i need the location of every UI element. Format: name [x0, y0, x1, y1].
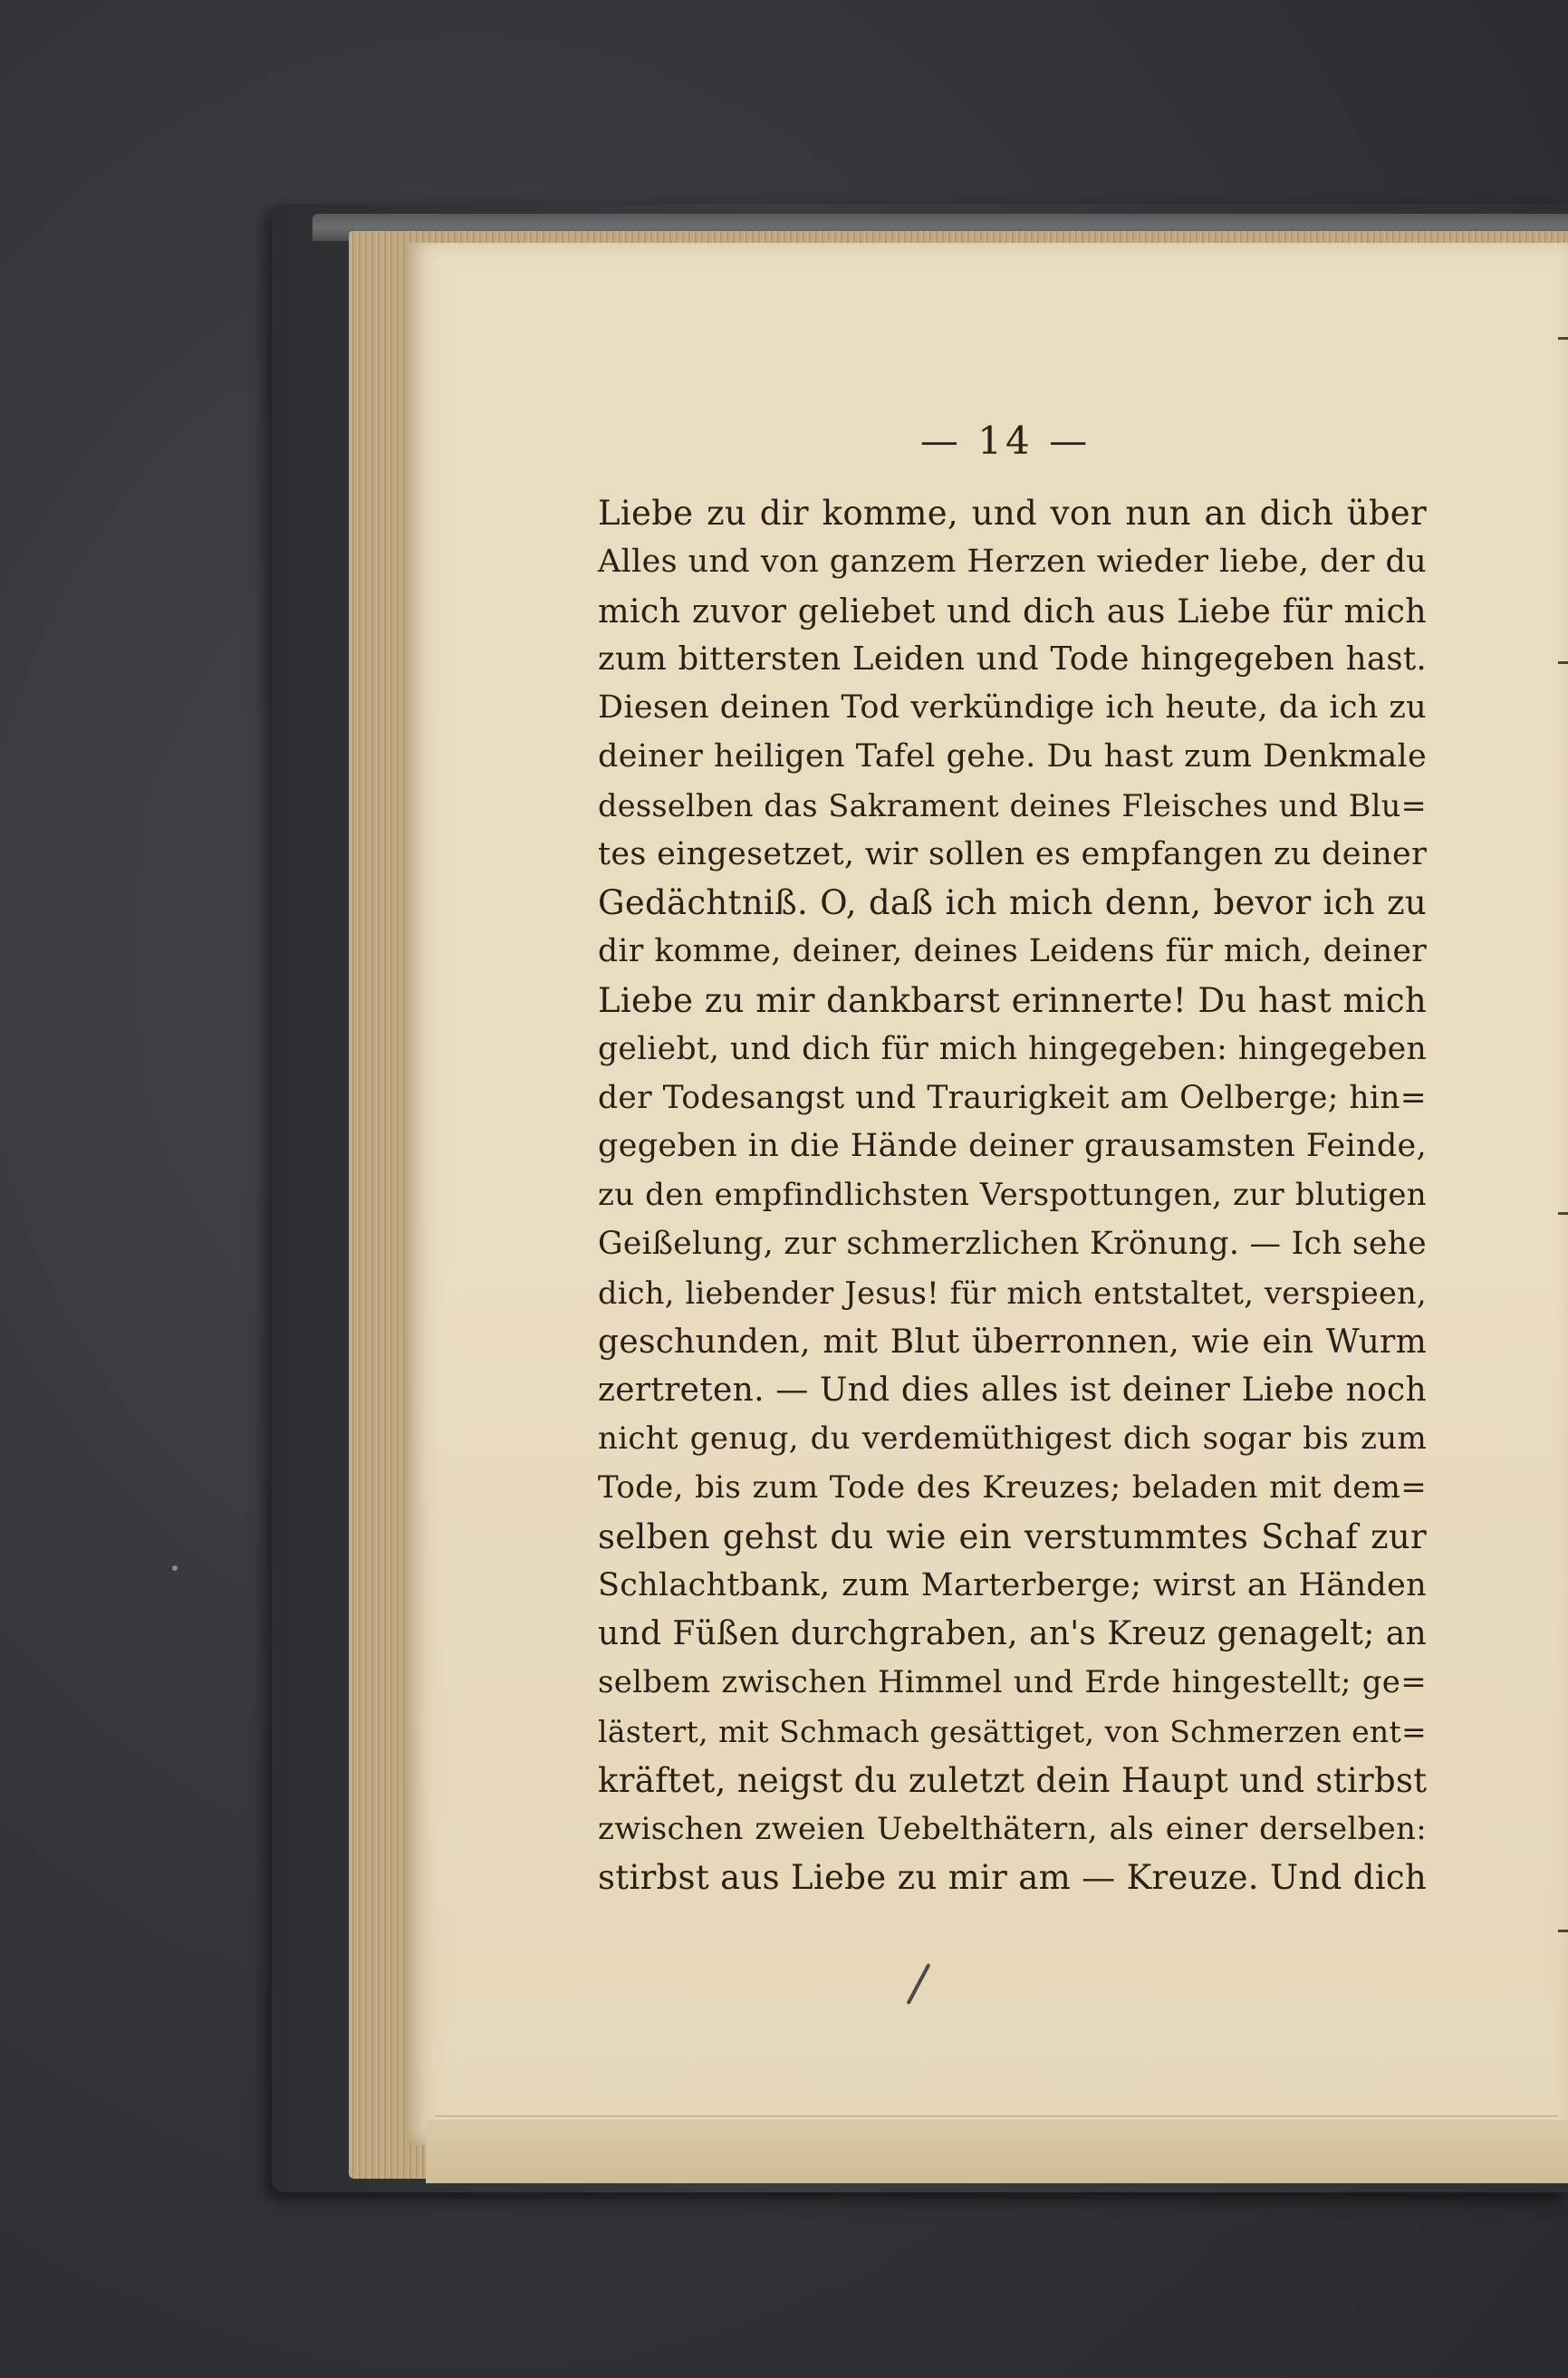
edge-tick [1558, 661, 1568, 664]
page-number: — 14 — [919, 419, 1092, 463]
text-line: zu den empfindlichsten Verspottungen, zur blutigen [598, 1177, 1427, 1214]
dust-speck [172, 1565, 178, 1571]
edge-tick [1558, 1212, 1568, 1215]
text-line: selben gehst du wie ein verstummtes Schaf zur [598, 1516, 1427, 1556]
text-line: gegeben in die Hände deiner grausamsten Feinde, [598, 1128, 1427, 1165]
text-line: deiner heiligen Tafel gehe. Du hast zum Denkmale [598, 737, 1427, 775]
text-line: geschunden, mit Blut überronnen, wie ein Wurm [598, 1323, 1427, 1361]
text-line: dir komme, deiner, deines Leidens für mich, deiner [598, 933, 1427, 970]
text-line: Gedächtniß. O, daß ich mich denn, bevor ich zu [598, 883, 1427, 923]
text-line: Alles und von ganzem Herzen wieder liebe, der du [598, 543, 1427, 580]
text-line: Schlachtbank, zum Marterberge; wirst an Händen [598, 1566, 1427, 1603]
text-line: Liebe zu dir komme, und von nun an dich über [598, 494, 1427, 533]
edge-tick [1558, 337, 1568, 340]
text-line: desselben das Sakrament deines Fleisches und Blu= [598, 787, 1427, 823]
page-bottom-margin [426, 2120, 1568, 2183]
edge-tick [1558, 1930, 1568, 1932]
page-fold-line [435, 2115, 1558, 2117]
body-text [598, 489, 1427, 1902]
text-line: tes eingesetzet, wir sollen es empfangen zu deiner [598, 835, 1428, 872]
text-line: nicht genug, du verdemüthigest dich sogar bis zum [598, 1420, 1427, 1458]
text-line: zum bittersten Leiden und Tode hingegeben hast. [598, 640, 1427, 679]
text-line: und Füßen durchgraben, an's Kreuz genagelt; an [598, 1615, 1427, 1653]
text-line: zwischen zweien Uebelthätern, als einer derselben: [598, 1810, 1427, 1847]
text-line: zertreten. — Und dies alles ist deiner Liebe noch [598, 1372, 1427, 1410]
text-line: lästert, mit Schmach gesättiget, von Schmerzen ent= [598, 1713, 1427, 1749]
text-line: Tode, bis zum Tode des Kreuzes; beladen mit dem= [598, 1468, 1427, 1506]
text-line: geliebt, und dich für mich hingegeben: hingegeben [598, 1030, 1427, 1067]
text-line: dich, liebender Jesus! für mich entstaltet, verspieen, [598, 1275, 1427, 1311]
text-line: mich zuvor geliebet und dich aus Liebe für mich [598, 591, 1427, 631]
text-line: Geißelung, zur schmerzlichen Krönung. — Ich sehe [598, 1225, 1427, 1262]
text-line: Liebe zu mir dankbarst erinnerte! Du hast mich [598, 980, 1427, 1020]
text-line: Diesen deinen Tod verkündige ich heute, da ich zu [598, 689, 1427, 727]
text-line: kräftet, neigst du zuletzt dein Haupt und stirbst [598, 1760, 1428, 1800]
text-line: stirbst aus Liebe zu mir am — Kreuze. Und dich [598, 1858, 1427, 1898]
text-line: selbem zwischen Himmel und Erde hingestellt; ge= [598, 1664, 1427, 1701]
text-line: der Todesangst und Traurigkeit am Oelberge; hin= [598, 1079, 1427, 1116]
